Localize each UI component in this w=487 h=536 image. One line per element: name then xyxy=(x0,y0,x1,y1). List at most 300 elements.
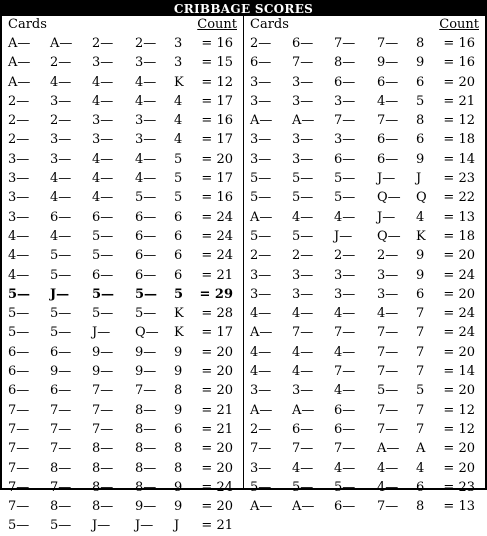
card-value: 5 xyxy=(174,286,184,302)
row-count: = 13 xyxy=(443,209,475,225)
card-value: 5 xyxy=(174,190,183,206)
card-value: 7— xyxy=(377,36,399,51)
card-value: 3— xyxy=(292,383,314,399)
card-value: 7— xyxy=(334,113,356,129)
row-count: = 20 xyxy=(443,383,475,399)
card-value: 4— xyxy=(292,364,314,380)
card-value: 9— xyxy=(50,364,72,380)
card-value: 7— xyxy=(377,402,399,418)
card-value: 4— xyxy=(50,228,72,244)
card-value: 3— xyxy=(135,55,157,71)
card-value: J xyxy=(174,518,180,534)
card-value: 3— xyxy=(250,460,272,476)
table-row xyxy=(2,208,243,227)
table-row xyxy=(244,401,485,420)
table-row xyxy=(244,34,485,53)
card-value: 6— xyxy=(377,74,399,90)
card-value: 6 xyxy=(174,209,183,225)
left-column xyxy=(2,16,244,534)
card-value: 8 xyxy=(416,113,425,129)
table-title: CRIBBAGE SCORES xyxy=(2,2,485,16)
card-value: 7 xyxy=(416,306,425,322)
row-count: = 24 xyxy=(201,479,233,495)
table-row xyxy=(244,381,485,400)
card-value: 3— xyxy=(292,74,314,90)
table-row xyxy=(2,111,243,130)
row-count: = 21 xyxy=(201,402,233,418)
table-row xyxy=(2,401,243,420)
table-row xyxy=(2,516,243,535)
card-value: 3— xyxy=(50,132,72,148)
card-value: 5 xyxy=(416,383,425,399)
card-value: 6— xyxy=(334,421,356,437)
card-value: 4— xyxy=(292,460,314,476)
row-count: = 29 xyxy=(199,286,233,302)
card-value: 5— xyxy=(250,171,272,187)
card-value: 9 xyxy=(174,499,183,515)
card-value: 6 xyxy=(416,74,425,90)
row-count: = 22 xyxy=(443,190,475,206)
card-value: 9 xyxy=(416,151,425,167)
card-value: 9— xyxy=(135,364,157,380)
table-row xyxy=(244,478,485,497)
card-value: A— xyxy=(377,441,400,457)
card-value: 6— xyxy=(50,383,72,399)
card-value: K xyxy=(174,325,184,341)
row-count: = 16 xyxy=(201,36,233,51)
card-value: 5 xyxy=(174,151,183,167)
card-value: 2— xyxy=(250,36,272,51)
card-value: 3— xyxy=(8,151,30,167)
card-value: 6 xyxy=(174,228,183,244)
card-value: 3— xyxy=(377,267,399,283)
card-value: 8— xyxy=(50,460,72,476)
card-value: 6— xyxy=(377,151,399,167)
row-count: = 15 xyxy=(201,55,233,71)
card-value: 3— xyxy=(8,209,30,225)
card-value: 7— xyxy=(377,364,399,380)
card-value: 7— xyxy=(92,402,114,418)
table-row xyxy=(244,169,485,188)
right-column-header xyxy=(244,16,485,34)
card-value: 5— xyxy=(334,190,356,206)
card-value: 6— xyxy=(135,209,157,225)
card-value: 7— xyxy=(334,441,356,457)
card-value: 3— xyxy=(292,267,314,283)
card-value: 7— xyxy=(292,441,314,457)
table-row xyxy=(2,362,243,381)
card-value: 6— xyxy=(135,267,157,283)
table-row xyxy=(2,169,243,188)
card-value: 9 xyxy=(416,55,425,71)
card-value: 7— xyxy=(377,344,399,360)
card-value: 6 xyxy=(174,267,183,283)
card-value: 3— xyxy=(334,286,356,302)
card-value: 9 xyxy=(174,364,183,380)
card-value: 5— xyxy=(135,306,157,322)
card-value: 7— xyxy=(334,364,356,380)
card-value: 9 xyxy=(174,402,183,418)
card-value: 7— xyxy=(377,499,399,515)
card-value: 2— xyxy=(8,132,30,148)
card-value: 2— xyxy=(92,36,114,51)
card-value: 3— xyxy=(334,132,356,148)
row-count: = 24 xyxy=(443,306,475,322)
card-value: 3— xyxy=(250,132,272,148)
card-value: 3— xyxy=(50,151,72,167)
card-value: 2— xyxy=(8,93,30,109)
table-row xyxy=(2,459,243,478)
card-value: 7— xyxy=(334,36,356,51)
table-row xyxy=(2,420,243,439)
card-value: 3— xyxy=(92,132,114,148)
card-value: 4— xyxy=(135,151,157,167)
count-header: Count xyxy=(439,17,479,32)
card-value: 4— xyxy=(135,93,157,109)
table-row xyxy=(2,497,243,516)
card-value: J— xyxy=(92,518,111,534)
card-value: 7— xyxy=(292,325,314,341)
card-value: 7 xyxy=(416,421,425,437)
row-count: = 16 xyxy=(201,190,233,206)
card-value: 6— xyxy=(334,402,356,418)
card-value: 5— xyxy=(8,325,30,341)
card-value: 4— xyxy=(292,306,314,322)
card-value: 6 xyxy=(174,248,183,264)
table-row xyxy=(244,130,485,149)
row-count: = 24 xyxy=(443,267,475,283)
card-value: 8— xyxy=(92,441,114,457)
card-value: 4— xyxy=(50,74,72,90)
card-value: 2— xyxy=(50,55,72,71)
card-value: 4— xyxy=(377,93,399,109)
row-count: = 13 xyxy=(443,499,475,515)
card-value: 2— xyxy=(292,248,314,264)
card-value: 6 xyxy=(416,479,425,495)
card-value: 5— xyxy=(377,383,399,399)
card-value: 9 xyxy=(416,267,425,283)
card-value: 2— xyxy=(50,113,72,129)
card-value: A— xyxy=(50,36,73,51)
card-value: 9 xyxy=(174,479,183,495)
card-value: 5— xyxy=(50,325,72,341)
table-row xyxy=(2,130,243,149)
card-value: 4— xyxy=(8,228,30,244)
card-value: Q— xyxy=(377,228,401,244)
card-value: 5— xyxy=(292,479,314,495)
card-value: J— xyxy=(92,325,111,341)
card-value: 6— xyxy=(50,344,72,360)
table-row xyxy=(244,73,485,92)
card-value: 3— xyxy=(50,93,72,109)
table-row xyxy=(244,266,485,285)
row-count: = 21 xyxy=(443,93,475,109)
card-value: 8— xyxy=(334,55,356,71)
row-count: = 20 xyxy=(443,441,475,457)
card-value: A xyxy=(416,441,426,457)
card-value: 8 xyxy=(174,441,183,457)
card-value: 2— xyxy=(334,248,356,264)
card-value: 9— xyxy=(92,364,114,380)
row-count: = 21 xyxy=(201,421,233,437)
columns-container xyxy=(2,16,485,534)
card-value: 7— xyxy=(8,499,30,515)
row-count: = 20 xyxy=(201,499,233,515)
card-value: 7— xyxy=(8,460,30,476)
card-value: 9— xyxy=(135,499,157,515)
card-value: 4— xyxy=(334,344,356,360)
table-row xyxy=(2,227,243,246)
card-value: 4— xyxy=(8,267,30,283)
card-value: 5— xyxy=(250,479,272,495)
card-value: 5— xyxy=(135,190,157,206)
card-value: 3— xyxy=(8,171,30,187)
card-value: A— xyxy=(8,74,31,90)
card-value: 4— xyxy=(92,74,114,90)
card-value: 7— xyxy=(50,441,72,457)
table-row xyxy=(2,188,243,207)
card-value: 4— xyxy=(50,190,72,206)
card-value: A— xyxy=(292,499,315,515)
card-value: 5— xyxy=(8,306,30,322)
row-count: = 17 xyxy=(201,132,233,148)
row-count: = 24 xyxy=(201,228,233,244)
card-value: 5— xyxy=(292,190,314,206)
card-value: 5— xyxy=(292,171,314,187)
card-value: A— xyxy=(8,55,31,71)
card-value: 3— xyxy=(292,151,314,167)
card-value: 3 xyxy=(174,36,183,51)
row-count: = 20 xyxy=(201,383,233,399)
card-value: 4 xyxy=(174,132,183,148)
card-value: 4— xyxy=(92,151,114,167)
card-value: 7— xyxy=(8,441,30,457)
card-value: 7— xyxy=(135,383,157,399)
card-value: 5— xyxy=(50,267,72,283)
table-row xyxy=(244,285,485,304)
row-count: = 24 xyxy=(443,325,475,341)
card-value: 4— xyxy=(334,306,356,322)
card-value: 5— xyxy=(92,248,114,264)
table-row xyxy=(244,304,485,323)
card-value: 9— xyxy=(377,55,399,71)
card-value: 7— xyxy=(92,383,114,399)
row-count: = 16 xyxy=(201,113,233,129)
table-row xyxy=(244,53,485,72)
card-value: 4 xyxy=(416,209,425,225)
card-value: 5— xyxy=(8,286,31,302)
card-value: 8— xyxy=(135,460,157,476)
card-value: 8— xyxy=(50,499,72,515)
table-row xyxy=(2,53,243,72)
card-value: 8— xyxy=(135,402,157,418)
card-value: 6— xyxy=(334,74,356,90)
card-value: 5 xyxy=(174,171,183,187)
card-value: 3— xyxy=(292,93,314,109)
card-value: 4— xyxy=(334,383,356,399)
card-value: 5— xyxy=(250,228,272,244)
card-value: 8 xyxy=(174,383,183,399)
table-row xyxy=(2,285,243,304)
card-value: J xyxy=(416,171,422,187)
card-value: 7— xyxy=(250,441,272,457)
card-value: 3— xyxy=(334,93,356,109)
card-value: 4— xyxy=(292,344,314,360)
row-count: = 20 xyxy=(443,344,475,360)
card-value: 4— xyxy=(334,209,356,225)
row-count: = 17 xyxy=(201,171,233,187)
table-row xyxy=(244,111,485,130)
table-row xyxy=(2,343,243,362)
table-row xyxy=(2,304,243,323)
card-value: 5— xyxy=(92,228,114,244)
card-value: 7 xyxy=(416,325,425,341)
card-value: 4 xyxy=(174,93,183,109)
card-value: 7 xyxy=(416,364,425,380)
table-row xyxy=(244,208,485,227)
table-row xyxy=(244,92,485,111)
card-value: 3— xyxy=(92,113,114,129)
card-value: 9 xyxy=(416,248,425,264)
card-value: 7— xyxy=(377,113,399,129)
row-count: = 20 xyxy=(443,248,475,264)
card-value: A— xyxy=(292,402,315,418)
card-value: 7— xyxy=(50,421,72,437)
card-value: 3— xyxy=(250,74,272,90)
card-value: 6— xyxy=(135,228,157,244)
row-count: = 16 xyxy=(443,36,475,51)
row-count: = 21 xyxy=(201,267,233,283)
card-value: A— xyxy=(250,402,273,418)
card-value: 6— xyxy=(292,36,314,51)
card-value: 5— xyxy=(50,248,72,264)
row-count: = 17 xyxy=(201,325,233,341)
card-value: 8— xyxy=(135,441,157,457)
card-value: 8— xyxy=(135,421,157,437)
card-value: 6— xyxy=(50,209,72,225)
card-value: 4— xyxy=(135,74,157,90)
card-value: 4— xyxy=(250,344,272,360)
card-value: J— xyxy=(50,286,70,302)
card-value: 6 xyxy=(174,421,183,437)
table-row xyxy=(244,150,485,169)
card-value: 3— xyxy=(135,113,157,129)
card-value: 5— xyxy=(135,286,158,302)
right-column xyxy=(244,16,485,515)
card-value: 3— xyxy=(377,286,399,302)
card-value: 5— xyxy=(334,171,356,187)
card-value: 7— xyxy=(377,421,399,437)
card-value: 6— xyxy=(250,55,272,71)
card-value: 8— xyxy=(92,460,114,476)
card-value: 4 xyxy=(174,113,183,129)
card-value: 2— xyxy=(250,421,272,437)
card-value: 9 xyxy=(174,344,183,360)
card-value: 3— xyxy=(334,267,356,283)
card-value: 7 xyxy=(416,402,425,418)
card-value: Q xyxy=(416,190,427,206)
cards-header: Cards xyxy=(250,17,289,32)
card-value: 6— xyxy=(8,383,30,399)
card-value: 6— xyxy=(377,132,399,148)
card-value: Q— xyxy=(135,325,159,341)
table-row xyxy=(244,227,485,246)
card-value: 7— xyxy=(50,402,72,418)
card-value: 7— xyxy=(292,55,314,71)
row-count: = 12 xyxy=(443,113,475,129)
card-value: 4— xyxy=(50,171,72,187)
left-column-header xyxy=(2,16,243,34)
card-value: 6 xyxy=(416,132,425,148)
card-value: 4— xyxy=(377,306,399,322)
table-row xyxy=(244,188,485,207)
card-value: 2— xyxy=(250,248,272,264)
card-value: 4— xyxy=(250,306,272,322)
row-count: = 23 xyxy=(443,171,475,187)
row-count: = 20 xyxy=(201,441,233,457)
card-value: 6— xyxy=(135,248,157,264)
card-value: 2— xyxy=(377,248,399,264)
card-value: J— xyxy=(135,518,154,534)
table-row xyxy=(244,420,485,439)
table-row xyxy=(2,266,243,285)
card-value: 6— xyxy=(92,267,114,283)
row-count: = 20 xyxy=(201,364,233,380)
table-row xyxy=(244,459,485,478)
card-value: 4— xyxy=(377,479,399,495)
card-value: 8 xyxy=(416,36,425,51)
table-row xyxy=(2,439,243,458)
card-value: 6 xyxy=(416,286,425,302)
card-value: 7— xyxy=(92,421,114,437)
count-header: Count xyxy=(197,17,237,32)
card-value: 7 xyxy=(416,344,425,360)
card-value: 5— xyxy=(92,306,114,322)
table-row xyxy=(2,246,243,265)
card-value: K xyxy=(416,228,426,244)
table-row xyxy=(2,478,243,497)
card-value: 3— xyxy=(135,132,157,148)
card-value: A— xyxy=(8,36,31,51)
card-value: 5— xyxy=(334,479,356,495)
row-count: = 18 xyxy=(443,228,475,244)
card-value: 4— xyxy=(135,171,157,187)
card-value: 8— xyxy=(92,499,114,515)
card-value: 9— xyxy=(92,344,114,360)
card-value: A— xyxy=(250,499,273,515)
card-value: A— xyxy=(250,325,273,341)
card-value: 4— xyxy=(8,248,30,264)
table-row xyxy=(2,381,243,400)
table-row xyxy=(244,323,485,342)
table-row xyxy=(244,439,485,458)
card-value: 5— xyxy=(250,190,272,206)
row-count: = 20 xyxy=(201,344,233,360)
card-value: 4— xyxy=(334,460,356,476)
card-value: 6— xyxy=(8,344,30,360)
row-count: = 16 xyxy=(443,55,475,71)
row-count: = 28 xyxy=(201,306,233,322)
card-value: 7— xyxy=(377,325,399,341)
row-count: = 20 xyxy=(443,286,475,302)
card-value: 6— xyxy=(334,499,356,515)
table-row xyxy=(2,323,243,342)
row-count: = 17 xyxy=(201,93,233,109)
card-value: 5— xyxy=(92,286,115,302)
row-count: = 20 xyxy=(443,460,475,476)
card-value: A— xyxy=(250,113,273,129)
card-value: 3— xyxy=(92,55,114,71)
